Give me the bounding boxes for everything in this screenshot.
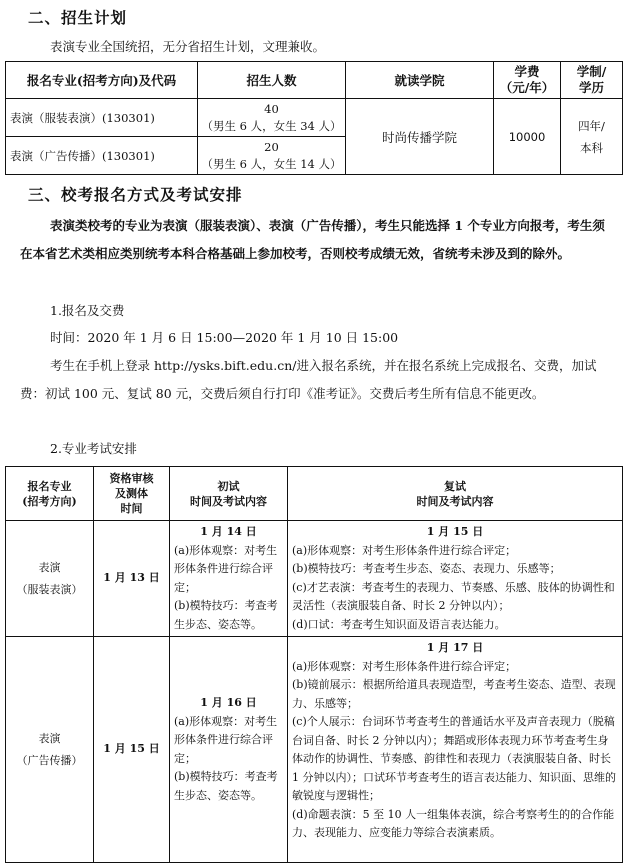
final-date: 1 月 15 日 — [426, 525, 484, 538]
count-value: 40 — [264, 101, 279, 116]
final-item: (a)形体观察：对考生形体条件进行综合评定； — [292, 543, 517, 557]
header-prelim: 初试 时间及考试内容 — [170, 467, 288, 521]
final-item: (b)模特技巧：考查考生步态、姿态、表现力、乐感等； — [292, 562, 561, 575]
registration-time: 时间：2020 年 1 月 6 日 15:00—2020 年 1 月 10 日 15:00 — [50, 330, 399, 345]
gender-breakdown: （男生 6 人，女生 14 人） — [201, 156, 342, 171]
header-major: 报名专业(招考方向)及代码 — [6, 62, 198, 99]
major-cell: 表演（服装表演）(130301) — [6, 99, 198, 137]
header-fee: 学费 （元/年） — [494, 62, 561, 99]
header-major: 报名专业 (招考方向) — [6, 467, 94, 521]
header-final: 复试 时间及考试内容 — [288, 467, 623, 521]
count-cell — [198, 137, 346, 175]
header-duration: 学制/ 学历 — [561, 62, 623, 99]
major-cell: 表演 （服装表演） — [6, 521, 94, 637]
final-item: (c)个人展示：台词环节考查考生的普通话水平及声音表现力（脱稿台词自备、时长 2 分钟以内）；舞蹈或形体表现力环节考查考生身体动作的协调性、节奏感、韵律性和表现力（表演服装自备、时长 1 分钟以内）；口试环节考查考生的语言表达能力、知识面、思维的敏锐度与逻辑性； — [292, 715, 616, 802]
prelim-cell — [170, 521, 288, 637]
final-item: (a)形体观察：对考生形体条件进行综合评定； — [292, 659, 517, 673]
prelim-cell — [170, 637, 288, 863]
subheading-exam-schedule: 2.专业考试安排 — [50, 441, 137, 456]
section-2-heading: 二、招生计划 — [28, 8, 128, 27]
prelim-item: (b)模特技巧：考查考生步态、姿态等。 — [174, 599, 278, 631]
final-item: (d)口试：考查考生知识面及语言表达能力。 — [292, 617, 506, 631]
enrollment-table — [5, 61, 623, 175]
section-3-heading: 三、校考报名方式及考试安排 — [28, 185, 243, 204]
duration-cell: 四年/ 本科 — [561, 99, 623, 175]
header-review: 资格审核 及测体 时间 — [94, 467, 170, 521]
final-date: 1 月 17 日 — [426, 641, 484, 654]
fee-cell: 10000 — [494, 99, 561, 175]
final-item: (b)镜前展示：根据所给道具表现造型，考查考生姿态、造型、表现力、乐感等； — [292, 678, 616, 710]
prelim-date: 1 月 16 日 — [200, 696, 257, 709]
final-cell — [288, 637, 623, 863]
gender-breakdown: （男生 6 人，女生 34 人） — [201, 118, 342, 133]
schedule-header-row — [6, 467, 623, 521]
review-date-cell: 1 月 15 日 — [94, 637, 170, 863]
section-3-bold-para: 表演类校考的专业为表演（服装表演）、表演（广告传播），考生只能选择 1 个专业方向报考，考生须在本省艺术类相应类别统考本科合格基础上参加校考，否则校考成绩无效，省统考未涉及到的除外。 — [20, 218, 605, 261]
major-cell: 表演 （广告传播） — [6, 637, 94, 863]
enrollment-header-row — [6, 62, 623, 99]
count-cell — [198, 99, 346, 137]
prelim-item: (a)形体观察：对考生形体条件进行综合评定； — [174, 543, 278, 594]
final-cell — [288, 521, 623, 637]
college-cell: 时尚传播学院 — [346, 99, 494, 175]
major-cell: 表演（广告传播）(130301) — [6, 137, 198, 175]
subheading-registration: 1.报名及交费 — [50, 303, 125, 318]
section-2-text: 表演专业全国统招，无分省招生计划，文理兼收。 — [50, 39, 326, 54]
table-row — [6, 521, 623, 637]
count-value: 20 — [264, 139, 279, 154]
prelim-item: (b)模特技巧：考查考生步态、姿态等。 — [174, 770, 278, 802]
final-item: (c)才艺表演：考查考生的表现力、节奏感、乐感、肢体的协调性和灵活性（表演服装自备、时长 2 分钟以内）； — [292, 580, 615, 612]
prelim-date: 1 月 14 日 — [200, 525, 257, 538]
registration-instructions: 考生在手机上登录 http://ysks.bift.edu.cn/进入报名系统，并在报名系统上完成报名、交费，加试费：初试 100 元、复试 80 元，交费后须自行打印《准考证》。交费后考生所有信息不能更改。 — [20, 358, 597, 401]
final-item: (d)命题表演：5 至 10 人一组集体表演，综合考察考生的的合作能力、表现能力、应变能力等综合表演素质。 — [292, 807, 615, 839]
exam-schedule-table — [5, 466, 623, 863]
header-count: 招生人数 — [198, 62, 346, 99]
table-row — [6, 99, 623, 137]
header-college: 就读学院 — [346, 62, 494, 99]
review-date-cell: 1 月 13 日 — [94, 521, 170, 637]
table-row — [6, 637, 623, 863]
prelim-item: (a)形体观察：对考生形体条件进行综合评定； — [174, 714, 278, 765]
